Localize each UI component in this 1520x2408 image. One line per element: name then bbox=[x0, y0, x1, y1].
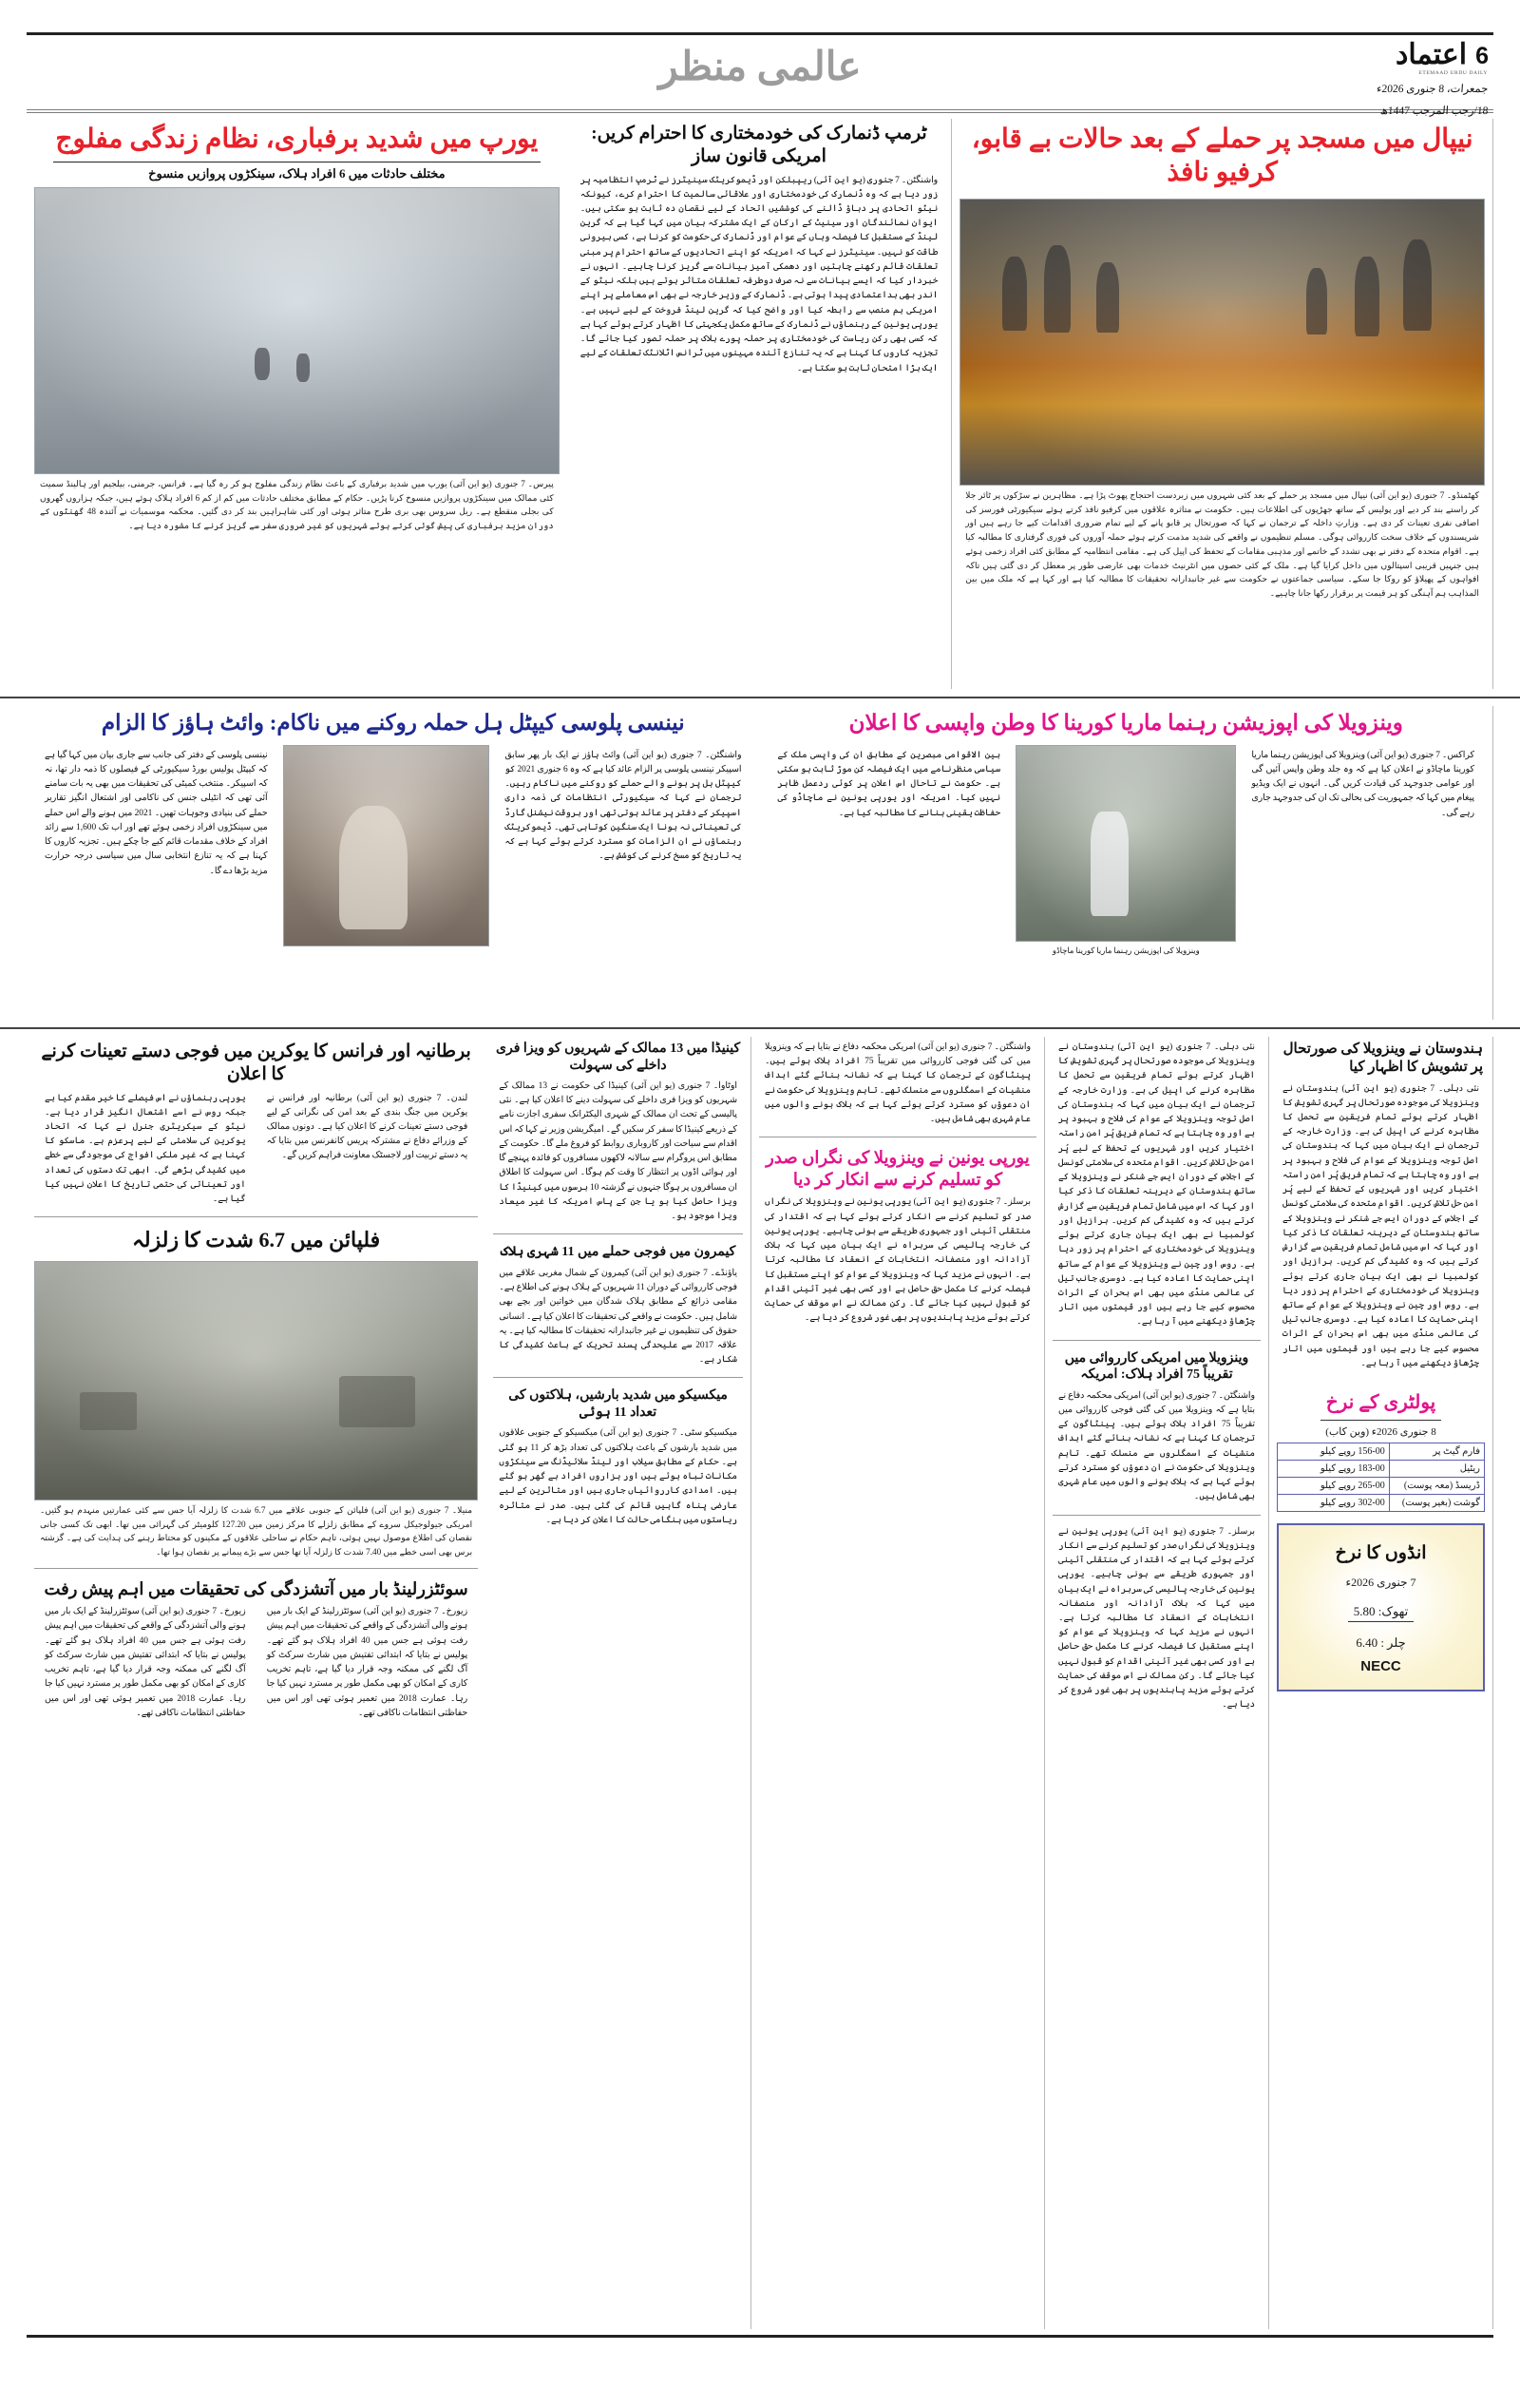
poultry-rates-block bbox=[1277, 1390, 1485, 1691]
venezuela-photo bbox=[1016, 745, 1236, 942]
band-divider-1 bbox=[0, 697, 1520, 698]
switzerland-body-right: زیورخ۔ 7 جنوری (یو این آئی) سوئٹزرلینڈ کے ایک بار میں ہونے والی آتشزدگی کے واقعے کی تحقیقات میں اہم پیش رفت ہوئی ہے جس میں 40 افراد ہلاک ہو گئے تھے۔ پولیس نے بتایا کہ ابتدائی تفتیش میں شارٹ سرکٹ کو آگ لگنے کی ممکنہ وجہ قرار دیا گیا ہے، تاہم تخریب کاری کے امکان کو بھی مکمل طور پر مسترد نہیں کیا جا رہا۔ عمارت 2018 میں تعمیر ہوئی تھی اور اس میں حفاظتی انتظامات ناکافی تھے۔ bbox=[266, 1607, 468, 1718]
pelosi-photo bbox=[283, 745, 490, 946]
venezuela-body-left: بین الاقوامی مبصرین کے مطابق ان کی واپسی ملک کے سیاسی منظرنامے میں ایک فیصلہ کن موڑ ثابت ہو سکتی ہے۔ حکومت نے تاحال اس اعلان پر کوئی ردعمل ظاہر نہیں کیا۔ امریکہ اور یورپی یونین نے ماچاڈو کی حفاظت یقینی بنانے کا مطالبہ کیا ہے۔ bbox=[777, 750, 1001, 818]
column-rates bbox=[1269, 1037, 1493, 2329]
date-gregorian: جمعرات، 8 جنوری 2026ء bbox=[1376, 84, 1489, 95]
trump-headline: ٹرمپ ڈنمارک کی خودمختاری کا احترام کریں: امریکی قانون ساز bbox=[591, 124, 927, 166]
canada-headline: کینیڈا میں 13 ممالک کے شہریوں کو ویزا فری داخلے کی سہولت bbox=[496, 1042, 741, 1073]
column-eu bbox=[751, 1037, 1045, 2329]
egg-retail: چلر : 6.40 bbox=[1356, 1635, 1406, 1651]
lower-band bbox=[27, 1037, 1493, 2329]
switzerland-body-left: زیورخ۔ 7 جنوری (یو این آئی) سوئٹزرلینڈ کے ایک بار میں ہونے والی آتشزدگی کے واقعے کی تحقیقات میں اہم پیش رفت ہوئی ہے جس میں 40 افراد ہلاک ہو گئے تھے۔ پولیس نے بتایا کہ ابتدائی تفتیش میں شارٹ سرکٹ کو آگ لگنے کی ممکنہ وجہ قرار دیا گیا ہے، تاہم تخریب کاری کے امکان کو بھی مکمل طور پر مسترد نہیں کیا جا رہا۔ عمارت 2018 میں تعمیر ہوئی تھی اور اس میں حفاظتی انتظامات ناکافی تھے۔ bbox=[45, 1607, 246, 1718]
europe-caption: پیرس۔ 7 جنوری (یو این آئی) یورپ میں شدید برفباری کے باعث نظام زندگی مفلوج ہو کر رہ گیا ہے۔ فرانس، جرمنی، بیلجیم اور ہالینڈ سمیت کئی ممالک میں سینکڑوں پروازیں منسوخ کرنا پڑیں۔ حکام کے مطابق مختلف حادثات میں کم از کم 6 افراد ہلاک ہوئے ہیں، جبکہ ہزاروں گھروں کی بجلی منقطع ہے۔ ریل سروس بھی بری طرح متاثر ہوئی اور کئی شاہراہیں بند کر دی گئیں۔ محکمہ موسمیات نے آئندہ 48 گھنٹوں کے دوران مزید برفباری کی پیش گوئی کرتے ہوئے شہریوں کو غیر ضروری سفر سے گریز کرنے کا مشورہ دیا ہے۔ bbox=[39, 479, 554, 531]
egg-title: انڈوں کا نرخ bbox=[1335, 1543, 1427, 1564]
poultry-label-3: گوشت (بغیر پوست) bbox=[1389, 1495, 1484, 1512]
poultry-label-1: ریٹیل bbox=[1389, 1461, 1484, 1478]
poultry-title: پولٹری کے نرخ bbox=[1325, 1392, 1436, 1414]
column-canada bbox=[485, 1037, 751, 2329]
eu-venezuela-body: برسلز۔ 7 جنوری (یو این آئی) یورپی یونین نے وینزویلا کی نگراں صدر کو تسلیم کرنے سے انکار کرتے ہوئے کہا ہے کہ اقتدار کی منتقلی آئینی اور جمہوری طریقے سے ہونی چاہیے۔ یورپی یونین کی خارجہ پالیسی کی سربراہ نے ایک بیان میں کہا کہ بلاک آزادانہ اور منصفانہ انتخابات کے انعقاد کا مطالبہ کرتا ہے۔ انہوں نے مزید کہا کہ وینزویلا کے عوام کو اپنے مستقبل کا فیصلہ کرنے کا مکمل حق حاصل ہے اور کسی بھی غیر آئینی اقدام کو قبول نہیں کیا جائے گا۔ رکن ممالک نے اس موقف کی حمایت کرتے ہوئے مزید پابندیوں پر بھی غور شروع کر دیا ہے۔ bbox=[1057, 1526, 1255, 1710]
table-row bbox=[1278, 1495, 1485, 1512]
poultry-rates-table bbox=[1277, 1443, 1485, 1512]
column-britain-france bbox=[27, 1037, 485, 2329]
venezuela-photo-caption: وینزویلا کی اپوزیشن رہنما ماریا کورینا ماچاڈو bbox=[1052, 946, 1200, 955]
philippines-photo bbox=[34, 1261, 478, 1500]
article-pelosi bbox=[27, 706, 760, 1020]
pelosi-body-right: واشنگٹن۔ 7 جنوری (یو این آئی) وائٹ ہاؤز نے ایک بار پھر سابق اسپیکر نینسی پلوسی پر الزام عائد کیا ہے کہ وہ 6 جنوری 2021 کو کیپٹل ہل پر ہونے والے حملے کو روکنے میں ناکام رہیں۔ ترجمان نے کہا کہ سیکیورٹی انتظامات کی ذمہ داری اسپیکر کے دفتر پر عائد ہوتی تھی اور بروقت نیشنل گارڈ کی تعیناتی نہ ہونا ایک سنگین کوتاہی تھی۔ ڈیموکریٹک رہنماؤں نے ان الزامات کو مسترد کرتے ہوئے کہا ہے کہ یہ تاریخ کو مسخ کرنے کی کوشش ہے۔ bbox=[504, 750, 742, 862]
eu-venezuela-headline: یورپی یونین نے وینزویلا کی نگراں صدر کو تسلیم کرنے سے انکار کر دیا bbox=[766, 1148, 1030, 1189]
poultry-value-2: 265-00 روپے کیلو bbox=[1278, 1478, 1390, 1495]
top-band bbox=[27, 119, 1493, 689]
cameroon-body: یاؤنڈے۔ 7 جنوری (یو این آئی) کیمرون کے شمال مغربی علاقے میں فوجی کارروائی کے دوران 11 شہریوں کے ہلاک ہونے کی اطلاع ہے۔ مقامی ذرائع کے مطابق ہلاک شدگان میں خواتین اور بچے بھی شامل ہیں۔ حکومت نے واقعے کی تحقیقات کا اعلان کیا ہے۔ انسانی حقوق کی تنظیموں نے غیر جانبدارانہ تحقیقات کا مطالبہ کیا ہے۔ یہ علاقہ 2017 سے علیحدگی پسند تحریک کے باعث کشیدگی کا شکار ہے۔ bbox=[499, 1268, 737, 1366]
poultry-date: 8 جنوری 2026ء (وین کاب) bbox=[1320, 1420, 1441, 1438]
poultry-label-0: فارم گیٹ پر bbox=[1389, 1443, 1484, 1461]
india-venezuela-headline: ہندوستان نے وینزویلا کی صورتحال پر تشویش کا اظہار کیا bbox=[1282, 1042, 1483, 1075]
table-row bbox=[1278, 1461, 1485, 1478]
usa-strike-body-cont: واشنگٹن۔ 7 جنوری (یو این آئی) امریکی محکمہ دفاع نے بتایا ہے کہ وینزویلا میں کی گئی فوجی کارروائی میں تقریباً 75 افراد ہلاک ہوئے ہیں۔ پینٹاگون کے ترجمان کا کہنا ہے کہ نشانہ بنائے گئے اہداف منشیات کے اسمگلروں سے منسلک تھے۔ تاہم وینزویلا کی حکومت نے ان دعوؤں کو مسترد کرتے ہوئے کہا ہے کہ ہلاک ہونے والوں میں عام شہری بھی شامل ہیں۔ bbox=[765, 1042, 1031, 1125]
india-venezuela-body-cont: نئی دہلی۔ 7 جنوری (یو این آئی) ہندوستان نے وینزویلا کی موجودہ صورتحال پر گہری تشویش کا اظہار کرتے ہوئے تمام فریقین سے تحمل کا مظاہرہ کرنے کی اپیل کی ہے۔ وزارت خارجہ کے ترجمان نے ایک بیان میں کہا کہ ہندوستان کی اصل توجہ وینزویلا کے عوام کی فلاح و بہبود پر ہے اور وہ چاہتا ہے کہ تمام فریق پُر امن راستہ اختیار کریں اور شہریوں کے تحفظ کے لیے پُر امن حل تلاش کریں۔ اقوام متحدہ کی سلامتی کونسل کے اجلاس کے دوران ایس جے شنکر نے وینزویلا کے ساتھ ہندوستان کے دیرینہ تعلقات کا ذکر کیا اور کہا کہ اس میں شامل تمام فریقین سے گزارش کرتے ہیں کہ وہ کشیدگی کم کریں۔ برازیل اور کولمبیا نے بھی ایک بیان جاری کرتے ہوئے وینزویلا کی خودمختاری کے احترام پر زور دیا ہے۔ روس اور چین نے وینزویلا کے عوام کے ساتھ اپنی حمایت کا اعادہ کیا ہے۔ دوسری جانب تیل کی عالمی منڈی میں بھی اس بحران کے اثرات محسوس کیے جا رہے ہیں اور قیمتوں میں اتار چڑھاؤ دیکھنے میں آ رہا ہے۔ bbox=[1057, 1042, 1255, 1328]
second-band bbox=[27, 706, 1493, 1020]
section-title: عالمی منظر bbox=[658, 46, 862, 89]
logo-subtitle: ETEMAAD URDU DAILY bbox=[1418, 70, 1488, 76]
usa-strike-body: واشنگٹن۔ 7 جنوری (یو این آئی) امریکی محکمہ دفاع نے بتایا ہے کہ وینزویلا میں کی گئی فوجی کارروائی میں تقریباً 75 افراد ہلاک ہوئے ہیں۔ پینٹاگون کے ترجمان کا کہنا ہے کہ نشانہ بنائے گئے اہداف منشیات کے اسمگلروں سے منسلک تھے۔ تاہم وینزویلا کی حکومت نے ان دعوؤں کو مسترد کرتے ہوئے کہا ہے کہ ہلاک ہونے والوں میں عام شہری بھی شامل ہیں۔ bbox=[1058, 1390, 1255, 1502]
venezuela-headline: وینزویلا کی اپوزیشن رہنما ماریا کورینا کا وطن واپسی کا اعلان bbox=[848, 711, 1403, 735]
article-venezuela bbox=[760, 706, 1494, 1020]
poultry-label-2: ڈریسڈ (معہ پوست) bbox=[1389, 1478, 1484, 1495]
date-hijri: 18/رجب المرجب 1447ھ bbox=[1379, 105, 1489, 118]
cameroon-headline: کیمرون میں فوجی حملے میں 11 شہری ہلاک bbox=[500, 1245, 736, 1260]
poultry-value-1: 183-00 روپے کیلو bbox=[1278, 1461, 1390, 1478]
masthead bbox=[27, 32, 1493, 118]
nepal-caption: کھٹمنڈو۔ 7 جنوری (یو این آئی) نیپال میں مسجد پر حملے کے بعد کئی شہروں میں زبردست احتجاج پھوٹ پڑا ہے۔ مظاہرین نے سڑکوں پر ٹائر جلا کر راستے بند کر دیے اور پولیس کے ساتھ جھڑپوں کی اطلاعات ہیں۔ حکومت نے متاثرہ علاقوں میں کرفیو نافذ کرتے ہوئے سیکیورٹی فورسز کی اضافی نفری تعینات کر دی ہے۔ وزارتِ داخلہ کے ترجمان نے کہا کہ صورتحال پر قابو پانے کے لیے تمام ضروری اقدامات کیے جا رہے ہیں اور شرپسندوں کے خلاف سخت کارروائی ہوگی۔ مسلم تنظیموں نے واقعے کی شدید مذمت کرتے ہوئے حملہ آوروں کی فوری گرفتاری کا مطالبہ کیا ہے۔ اقوام متحدہ کے دفتر نے بھی تشدد کے خاتمے اور مذہبی مقامات کے تحفظ کی اپیل کی ہے۔ مقامی انتظامیہ کے مطابق کئی افراد زخمی ہوئے ہیں جنہیں قریبی اسپتالوں میں داخل کرایا گیا ہے۔ ملک کے کئی حصوں میں انٹرنیٹ خدمات بھی عارضی طور پر معطل کر دی گئی ہیں تاکہ افواہوں کے پھیلاؤ کو روکا جا سکے۔ سیاسی جماعتوں نے حکومت سے غیر جانبدارانہ تحقیقات کا مطالبہ کیا ہے اور کہا ہے کہ ملک میں بین المذاہب ہم آہنگی کو ہر قیمت پر برقرار رکھا جانا چاہیے۔ bbox=[965, 490, 1480, 599]
europe-photo bbox=[34, 187, 560, 474]
egg-date: 7 جنوری 2026ء bbox=[1345, 1576, 1416, 1590]
poultry-value-3: 302-00 روپے کیلو bbox=[1278, 1495, 1390, 1512]
page-number: 6 bbox=[1475, 43, 1488, 69]
europe-headline: یورپ میں شدید برفباری، نظام زندگی مفلوج bbox=[55, 124, 539, 154]
nepal-photo bbox=[960, 199, 1485, 486]
switzerland-headline: سوئٹزرلینڈ بار میں آتشزدگی کی تحقیقات میں اہم پیش رفت bbox=[44, 1578, 468, 1598]
canada-body: اوٹاوا۔ 7 جنوری (یو این آئی) کینیڈا کی حکومت نے 13 ممالک کے شہریوں کو ویزا فری داخلے کی سہولت دینے کا اعلان کیا ہے۔ نئی پالیسی کے تحت ان ممالک کے شہری الیکٹرانک سفری اجازت نامے کے ذریعے کینیڈا کا سفر کر سکیں گے۔ امیگریشن وزیر نے کہا کہ اس اقدام سے سیاحت اور کاروباری روابط کو فروغ ملے گا۔ حکومت کے مطابق اس پروگرام سے سالانہ لاکھوں مسافروں کو فائدہ پہنچے گا اور ہوائی اڈوں پر انتظار کا وقت کم ہوگا۔ اس سہولت کا اطلاق ان مسافروں پر ہوگا جنہوں نے گزشتہ 10 برسوں میں کینیڈا کا ویزا حاصل کیا ہو یا جن کے پاس امریکہ کا غیر میعاد ویزا موجود ہو۔ bbox=[499, 1081, 738, 1222]
trump-body: واشنگٹن۔ 7 جنوری (یو این آئی) ریپبلکن اور ڈیموکریٹک سینیٹرز نے ٹرمپ انتظامیہ پر زور دیا ہے کہ وہ ڈنمارک کی خودمختاری اور علاقائی سالمیت کا احترام کرے، کیونکہ نیٹو اتحادی پر دباؤ ڈالنے کی کوششیں اتحاد کے لیے نقصان دہ ثابت ہو سکتی ہیں۔ ایوانِ نمائندگان اور سینیٹ کے ارکان کے ایک مشترکہ بیان میں کہا گیا ہے کہ گرین لینڈ کے مستقبل کا فیصلہ وہاں کے عوام اور ڈنمارک کی حکومت کو کرنا ہے، کسی بیرونی طاقت کو نہیں۔ سینیٹرز نے کہا کہ امریکہ کو اپنے اتحادیوں کے ساتھ احترام پر مبنی تعلقات قائم رکھنے چاہئیں اور دھمکی آمیز بیانات سے گریز کرنا چاہیے۔ انہوں نے خبردار کیا کہ ایسے بیانات سے نہ صرف دوطرفہ تعلقات متاثر ہوتے ہیں بلکہ نیٹو کے اندر بھی بداعتمادی پیدا ہوتی ہے۔ ڈنمارک کے وزیر خارجہ نے بھی اس معاملے پر اپنے امریکی ہم منصب سے رابطہ کیا اور واضح کیا کہ گرین لینڈ فروخت کے لیے نہیں ہے۔ یورپی یونین کے رہنماؤں نے ڈنمارک کے ساتھ مکمل یکجہتی کا اظہار کرتے ہوئے کہا ہے کہ کسی بھی رکن ریاست کی خودمختاری پر حملہ پورے بلاک پر حملہ تصور کیا جائے گا۔ تجزیہ کاروں کا کہنا ہے کہ یہ تنازع آئندہ مہینوں میں ٹرانس اٹلانٹک تعلقات کے لیے ایک بڑا امتحان ثابت ہو سکتا ہے۔ bbox=[580, 175, 939, 373]
pelosi-headline: نینسی پلوسی کیپٹل ہل حملہ روکنے میں ناکام: وائٹ ہاؤز کا الزام bbox=[101, 711, 685, 735]
pelosi-body-left: نینسی پلوسی کے دفتر کی جانب سے جاری بیان میں کہا گیا ہے کہ کیپٹل پولیس بورڈ سیکیورٹی کے فیصلوں کا ذمہ دار تھا، نہ کہ اسپیکر۔ منتخب کمیٹی کی تحقیقات میں بھی یہ بات سامنے آئی تھی کہ انٹیلی جنس کی ناکامی اور اشتعال انگیز تقاریر حملے کی بنیادی وجوہات تھیں۔ 2021 میں ہونے والے اس حملے میں سینکڑوں افراد زخمی ہوئے تھے اور اب تک 1,600 سے زائد افراد کے خلاف مقدمات قائم کیے جا چکے ہیں۔ تجزیہ کاروں کا کہنا ہے کہ یہ تنازع انتخابی سال میں سیاسی درجہ حرارت مزید بڑھا دے گا۔ bbox=[44, 750, 268, 876]
egg-wholesale: تھوک: 5.80 bbox=[1348, 1604, 1415, 1622]
britain-france-body-right: لندن۔ 7 جنوری (یو این آئی) برطانیہ اور فرانس نے یوکرین میں جنگ بندی کے بعد امن کی نگرانی کے لیے فوجی دستے تعینات کرنے کا اعلان کیا ہے۔ دونوں ممالک کے وزرائے دفاع نے مشترکہ پریس کانفرنس میں بتایا کہ یہ دستے تربیت اور لاجسٹک معاونت فراہم کریں گے۔ bbox=[266, 1093, 468, 1161]
newspaper-page bbox=[0, 32, 1520, 2408]
nepal-headline: نیپال میں مسجد پر حملے کے بعد حالات بے قابو، کرفیو نافذ bbox=[971, 124, 1473, 187]
philippines-caption: منیلا۔ 7 جنوری (یو این آئی) فلپائن کے جنوبی علاقے میں 6.7 شدت کا زلزلہ آیا جس سے کئی عمارتیں منہدم ہو گئیں۔ امریکی جیولوجیکل سروے کے مطابق زلزلے کا مرکز زمین میں 127.20 کلومیٹر کی گہرائی میں تھا۔ ابھی تک کسی جانی نقصان کی اطلاع موصول نہیں ہوئی، تاہم حکام نے ساحلی علاقوں کے مکینوں کو محتاط رہنے کی ہدایت کی ہے۔ گزشتہ برس بھی اسی خطے میں 7.40 شدت کا زلزلہ آیا تھا جس سے بڑے پیمانے پر نقصان ہوا تھا۔ bbox=[40, 1504, 473, 1558]
table-row bbox=[1278, 1478, 1485, 1495]
europe-subhead: مختلف حادثات میں 6 افراد ہلاک، سینکڑوں پروازیں منسوخ bbox=[53, 162, 541, 182]
masthead-rule bbox=[27, 109, 1493, 113]
egg-source: NECC bbox=[1360, 1658, 1401, 1675]
poultry-value-0: 156-00 روپے کیلو bbox=[1278, 1443, 1390, 1461]
usa-strike-headline: وینزویلا میں امریکی کارروائی میں تقریباً 75 افراد ہلاک: امریکہ bbox=[1064, 1350, 1249, 1383]
egg-rates-box bbox=[1277, 1523, 1485, 1691]
britain-france-headline: برطانیہ اور فرانس کا یوکرین میں فوجی دستے تعینات کرنے کا اعلان bbox=[41, 1042, 471, 1084]
band-divider-2 bbox=[0, 1027, 1520, 1029]
britain-france-body-left: یورپی رہنماؤں نے اس فیصلے کا خیر مقدم کیا ہے جبکہ روس نے اسے اشتعال انگیز قرار دیا ہے۔ نیٹو کے سیکریٹری جنرل نے کہا کہ اتحاد یوکرین کی سلامتی کے لیے پرعزم ہے۔ ماسکو کا کہنا ہے کہ غیر ملکی افواج کی موجودگی سے خطے میں کشیدگی بڑھے گی۔ ابھی تک دستوں کی تعداد اور تعیناتی کی حتمی تاریخ کا اعلان نہیں کیا گیا ہے۔ bbox=[45, 1093, 246, 1205]
article-trump bbox=[567, 119, 952, 689]
eu-venezuela-body-2: برسلز۔ 7 جنوری (یو این آئی) یورپی یونین نے وینزویلا کی نگراں صدر کو تسلیم کرنے سے انکار کرتے ہوئے کہا ہے کہ اقتدار کی منتقلی آئینی اور جمہوری طریقے سے ہونی چاہیے۔ یورپی یونین کی خارجہ پالیسی کی سربراہ نے ایک بیان میں کہا کہ بلاک آزادانہ اور منصفانہ انتخابات کے انعقاد کا مطالبہ کرتا ہے۔ انہوں نے مزید کہا کہ وینزویلا کے عوام کو اپنے مستقبل کا فیصلہ کرنے کا مکمل حق حاصل ہے اور کسی بھی غیر آئینی اقدام کو قبول نہیں کیا جائے گا۔ رکن ممالک نے اس موقف کی حمایت کرتے ہوئے مزید پابندیوں پر بھی غور شروع کر دیا ہے۔ bbox=[765, 1197, 1031, 1324]
mexico-body: میکسیکو سٹی۔ 7 جنوری (یو این آئی) میکسیکو کے جنوبی علاقوں میں شدید بارشوں کے باعث ہلاکتوں کی تعداد بڑھ کر 11 ہو گئی ہے۔ حکام کے مطابق سیلاب اور لینڈ سلائیڈنگ سے سینکڑوں مکانات تباہ ہوئے ہیں اور ہزاروں افراد بے گھر ہو گئے ہیں۔ امدادی کارروائیاں جاری ہیں اور متاثرین کے لیے عارضی پناہ گاہیں قائم کی گئی ہیں۔ صدر نے متاثرہ ریاستوں میں ہنگامی حالت کا اعلان کر دیا ہے۔ bbox=[499, 1428, 737, 1525]
column-venezuela-news bbox=[1045, 1037, 1269, 2329]
philippines-headline: فلپائن میں 6.7 شدت کا زلزلہ bbox=[132, 1228, 381, 1252]
table-row bbox=[1278, 1443, 1485, 1461]
mexico-headline: میکسیکو میں شدید بارشیں، ہلاکتوں کی تعداد 11 ہوئی bbox=[508, 1388, 728, 1420]
india-venezuela-body: نئی دہلی۔ 7 جنوری (یو این آئی) ہندوستان نے وینزویلا کی موجودہ صورتحال پر گہری تشویش کا اظہار کرتے ہوئے تمام فریقین سے تحمل کا مظاہرہ کرنے کی اپیل کی ہے۔ وزارت خارجہ کے ترجمان نے ایک بیان میں کہا کہ ہندوستان کی اصل توجہ وینزویلا کے عوام کی فلاح و بہبود پر ہے اور وہ چاہتا ہے کہ تمام فریق پُر امن راستہ اختیار کریں اور شہریوں کے تحفظ کے لیے پُر امن حل تلاش کریں۔ اقوام متحدہ کی سلامتی کونسل کے اجلاس کے دوران ایس جے شنکر نے وینزویلا کے ساتھ ہندوستان کے دیرینہ تعلقات کا ذکر کیا اور کہا کہ اس میں شامل تمام فریقین سے گزارش کرتے ہیں کہ وہ کشیدگی کم کریں۔ برازیل اور کولمبیا نے بھی ایک بیان جاری کرتے ہوئے وینزویلا کی خودمختاری کے احترام پر زور دیا ہے۔ روس اور چین نے وینزویلا کے عوام کے ساتھ اپنی حمایت کا اعادہ کیا ہے۔ دوسری جانب تیل کی عالمی منڈی میں بھی اس بحران کے اثرات محسوس کیے جا رہے ہیں اور قیمتوں میں اتار چڑھاؤ دیکھنے میں آ رہا ہے۔ bbox=[1282, 1083, 1479, 1368]
bottom-rule bbox=[27, 2335, 1493, 2338]
article-nepal bbox=[952, 119, 1493, 689]
venezuela-body-right: کراکس۔ 7 جنوری (یو این آئی) وینزویلا کی اپوزیشن رہنما ماریا کورینا ماچاڈو نے اعلان کیا ہے کہ وہ جلد وطن واپس آئیں گی اور عوامی جدوجہد کی قیادت کریں گی۔ انہوں نے ایک ویڈیو پیغام میں کہا کہ جمہوریت کی بحالی تک ان کی جدوجہد جاری رہے گی۔ bbox=[1251, 750, 1474, 818]
article-europe bbox=[27, 119, 567, 689]
logo-text: اعتماد bbox=[1395, 39, 1468, 70]
